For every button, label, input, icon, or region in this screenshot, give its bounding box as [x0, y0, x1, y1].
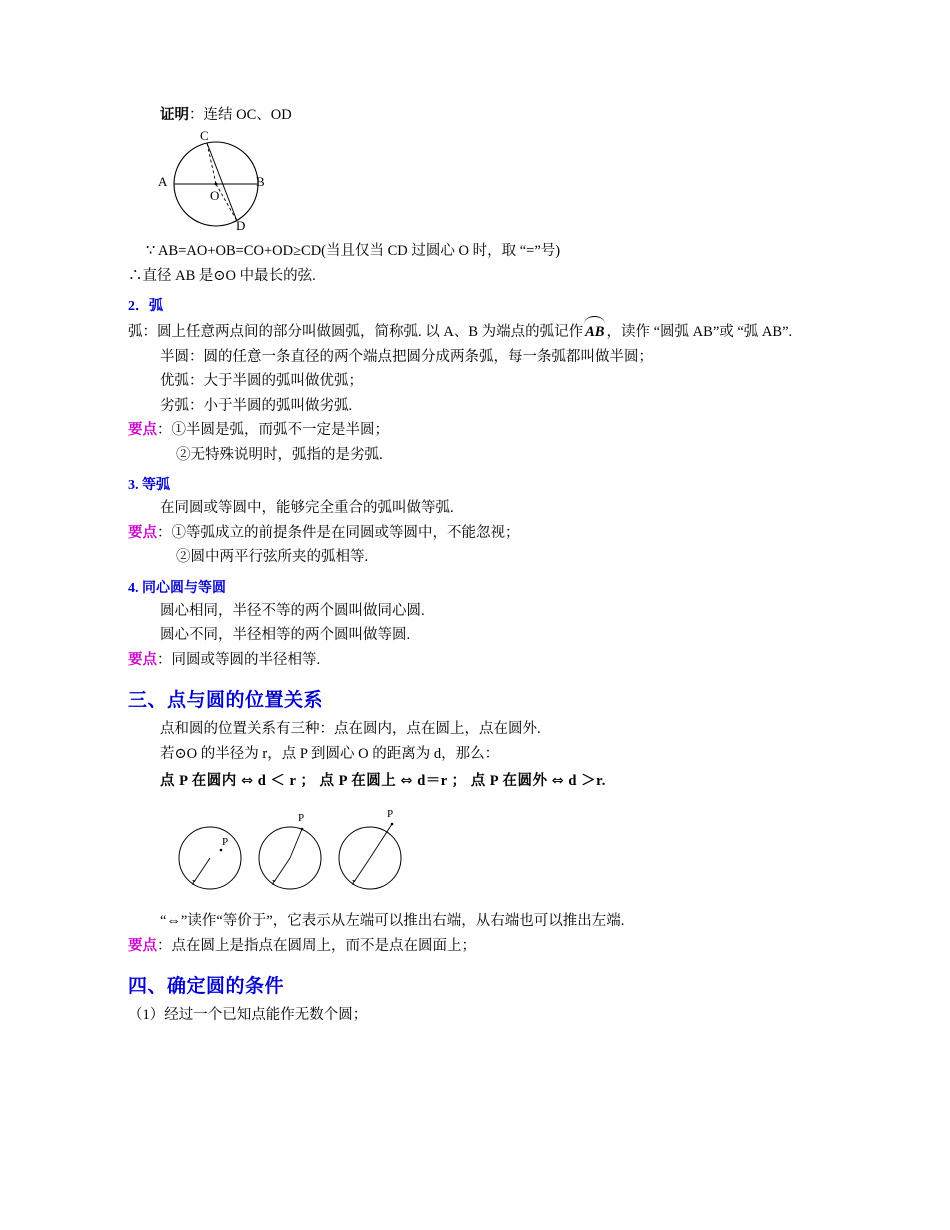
- arc-definition-part1: 弧：圆上任意两点间的部分叫做圆弧，简称弧. 以 A、B 为端点的弧记作: [128, 324, 584, 341]
- chord-cd: [207, 143, 237, 221]
- figure2-label-p-1: P: [222, 836, 229, 849]
- proof-line: [160, 104, 828, 126]
- figure2-label-r-2: r: [272, 876, 276, 889]
- heading-determine-circle: 四、确定圆的条件: [128, 976, 285, 998]
- radius-2: [274, 858, 290, 882]
- relation-outside-label: 点 P 在圆外: [470, 772, 548, 789]
- relation-on-expr: d＝r ；: [417, 772, 467, 789]
- point-p-on: [301, 828, 304, 831]
- concentric-keypoint-text: ：同圆或等圆的半径相等.: [157, 651, 321, 668]
- heading-concentric: 4. 同心圆与等圆: [128, 580, 226, 596]
- point-circle-relation: [160, 770, 828, 792]
- figure2-label-r-3: r: [352, 876, 356, 889]
- label-c: C: [200, 128, 209, 144]
- arc-symbol-text: AB: [585, 324, 605, 341]
- determine-circle-line-1: （1）经过一个已知点能作无数个圆；: [128, 1007, 368, 1024]
- proof-text: ：连结 OC、OD: [189, 107, 292, 123]
- arc-symbol-ab: [583, 321, 606, 343]
- arc-definition-part2: ，读作 “圆弧 AB”或 “弧 AB”.: [606, 324, 793, 341]
- concentric-item-1: 圆心相同，半径不等的两个圆叫做同心圆.: [160, 602, 425, 619]
- heading-equal-arc: 3. 等弧: [128, 478, 170, 494]
- equivalence-icon-2: ⇔: [400, 772, 414, 789]
- arc-item-minor: 劣弧：小于半圆的弧叫做劣弧.: [160, 397, 353, 414]
- arc-keypoint-2: ②无特殊说明时，弧指的是劣弧.: [176, 446, 383, 463]
- equal-arc-keypoint-1: [128, 522, 828, 544]
- arc-keypoint-1: [128, 419, 828, 441]
- figure-three-circles-svg: [168, 810, 448, 900]
- document-content: [128, 104, 828, 1029]
- proof-statement-2: ∴直径 AB 是⊙O 中最长的弦.: [128, 267, 316, 284]
- equivalence-note: “⇔”读作“等价于”，它表示从左端可以推出右端，从右端也可以推出左端.: [160, 913, 625, 930]
- equal-arc-body: 在同圆或等圆中，能够完全重合的弧叫做等弧.: [160, 500, 454, 517]
- label-d: D: [236, 218, 246, 234]
- figure2-label-r-1: r: [192, 876, 196, 889]
- label-a: A: [158, 174, 168, 190]
- arc-keypoint-text-1: ：①半圆是弧，而弧不一定是半圆；: [157, 422, 389, 439]
- arc-bar-icon: [584, 316, 605, 324]
- point-circle-line-1: 点和圆的位置关系有三种：点在圆内，点在圆上，点在圆外.: [160, 721, 541, 738]
- arc-item-semicircle: 半圆：圆的任意一条直径的两个端点把圆分成两条弧，每一条弧都叫做半圆；: [160, 348, 653, 365]
- point-p-outside: [391, 823, 394, 826]
- heading-point-circle-relation: 三、点与圆的位置关系: [128, 690, 324, 712]
- arc-definition: [128, 321, 828, 343]
- keypoint-label-arc: 要点: [128, 422, 157, 439]
- equal-arc-keypoint-2: ②圆中两平行弦所夹的弧相等.: [176, 549, 369, 566]
- point-circle-line-2: 若⊙O 的半径为 r，点 P 到圆心 O 的距离为 d，那么：: [160, 745, 500, 762]
- concentric-item-2: 圆心不同，半径相等的两个圆叫做等圆.: [160, 627, 411, 644]
- equivalence-icon-1: ⇔: [240, 772, 254, 789]
- proof-label: 证明: [160, 107, 189, 123]
- figure-point-circle-positions: [168, 810, 448, 900]
- point-circle-keypoint-text: ：点在圆上是指点在圆周上，而不是点在圆面上；: [157, 937, 476, 954]
- concentric-keypoint: [128, 649, 828, 671]
- relation-inside-expr: d ＜ r ；: [257, 772, 316, 789]
- heading-arc: 2．弧: [128, 299, 163, 315]
- center-point-o: [215, 183, 218, 186]
- keypoint-label-point-circle: 要点: [128, 937, 157, 954]
- relation-inside-label: 点 P 在圆内: [160, 772, 237, 789]
- point-p-inside: [220, 849, 223, 852]
- figure2-label-p-3: P: [387, 808, 394, 821]
- radius-1: [194, 858, 210, 882]
- relation-on-label: 点 P 在圆上: [319, 772, 397, 789]
- proof-statement-1: ∵ AB=AO+OB=CO+OD≥CD(当且仅当 CD 过圆心 O 时，取 “=”号): [146, 243, 561, 260]
- segment-p-on: [290, 829, 302, 858]
- figure-circle-chord: [154, 128, 334, 236]
- arc-item-major: 优弧：大于半圆的弧叫做优弧；: [160, 373, 363, 390]
- equivalence-icon-3: ⇔: [551, 772, 565, 789]
- label-b: B: [256, 174, 265, 190]
- radius-3: [354, 858, 370, 882]
- keypoint-label-concentric: 要点: [128, 651, 157, 668]
- figure2-label-p-2: P: [298, 812, 305, 825]
- relation-outside-expr: d ＞r.: [568, 772, 606, 789]
- point-circle-keypoint: [128, 935, 828, 957]
- keypoint-label-equal-arc: 要点: [128, 524, 157, 541]
- label-o: O: [210, 188, 220, 204]
- equal-arc-keypoint-text-1: ：①等弧成立的前提条件是在同圆或等圆中，不能忽视；: [157, 524, 520, 541]
